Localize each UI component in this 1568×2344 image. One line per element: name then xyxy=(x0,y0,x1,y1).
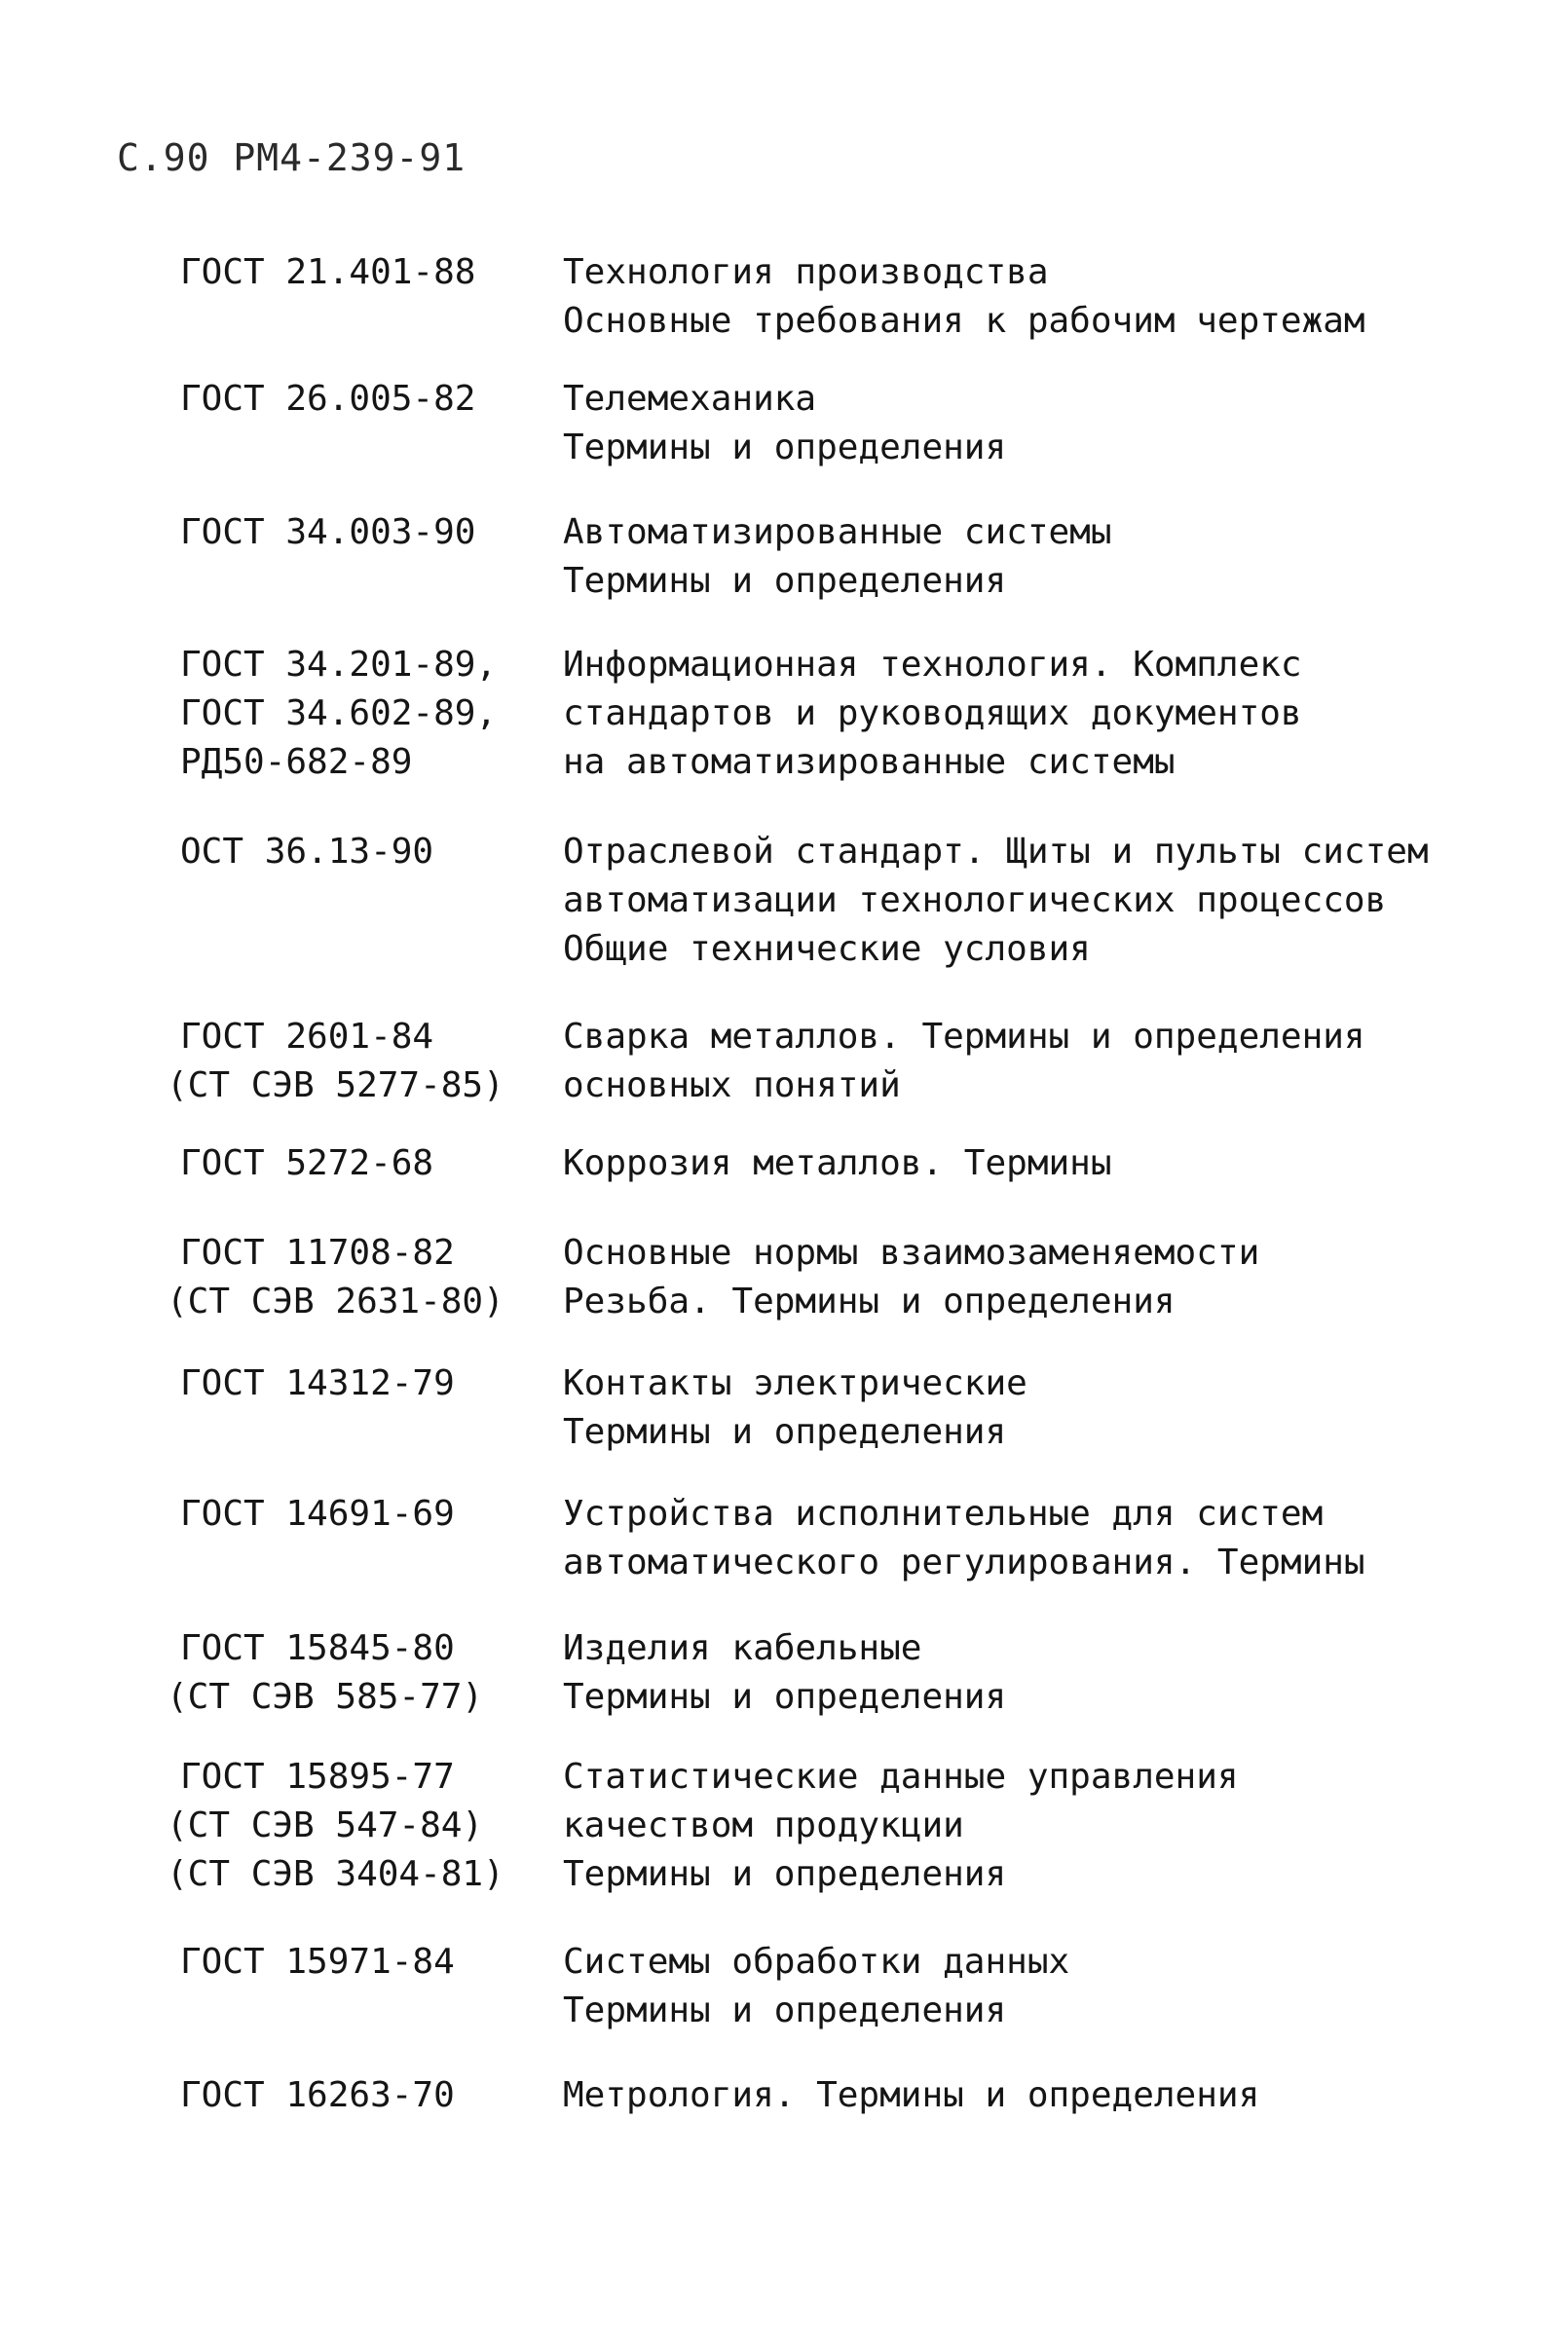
standard-codes xyxy=(180,2071,550,2120)
standard-codes xyxy=(167,1013,550,1110)
standard-title-line: Термины и определения xyxy=(563,1677,1007,1717)
standard-title xyxy=(563,375,1547,472)
standard-code: ГОСТ 15845-80 xyxy=(180,1628,455,1668)
standard-title-line: Резьба. Термины и определения xyxy=(563,1282,1176,1321)
standard-title-line: Устройства исполнительные для систем xyxy=(563,1494,1324,1534)
standard-codes xyxy=(180,248,550,297)
standard-code: ГОСТ 14691-69 xyxy=(180,1494,455,1534)
standard-code: ГОСТ 15895-77 xyxy=(180,1757,455,1797)
standard-title-line: Термины и определения xyxy=(563,1854,1007,1894)
standard-codes xyxy=(180,1490,550,1539)
standard-title-line: Общие технические условия xyxy=(563,929,1091,969)
standard-title-line: Основные нормы взаимозаменяемости xyxy=(563,1233,1260,1273)
standard-code: ГОСТ 26.005-82 xyxy=(180,379,476,419)
standard-codes xyxy=(180,508,550,557)
standard-title xyxy=(563,1938,1547,2035)
standard-code: ГОСТ 5272-68 xyxy=(180,1143,434,1183)
standard-code: ГОСТ 15971-84 xyxy=(180,1942,455,1982)
standard-title xyxy=(563,1490,1547,1587)
standard-code: (СТ СЭВ 5277-85) xyxy=(167,1065,504,1105)
standard-title-line: Телемеханика xyxy=(563,379,817,419)
standard-code: ОСТ 36.13-90 xyxy=(180,832,434,872)
standard-title xyxy=(563,1359,1547,1457)
standard-title-line: Термины и определения xyxy=(563,561,1007,601)
standard-code: ГОСТ 16263-70 xyxy=(180,2075,455,2115)
standard-title xyxy=(563,1139,1547,1188)
standard-code: (СТ СЭВ 547-84) xyxy=(167,1805,484,1845)
standard-code: (СТ СЭВ 2631-80) xyxy=(167,1282,504,1321)
standard-code: ГОСТ 34.201-89, xyxy=(180,645,498,685)
standard-title-line: качеством продукции xyxy=(563,1805,964,1845)
standard-title-line: Основные требования к рабочим чертежам xyxy=(563,301,1365,341)
standard-code: РД50-682-89 xyxy=(180,742,413,782)
standard-title xyxy=(563,508,1547,606)
standard-title xyxy=(563,1624,1547,1722)
standard-title xyxy=(563,1229,1547,1326)
standard-codes xyxy=(180,641,550,787)
standard-title-line: Сварка металлов. Термины и определения xyxy=(563,1017,1365,1057)
standard-title-line: Термины и определения xyxy=(563,1412,1007,1452)
standard-codes xyxy=(180,375,550,424)
page-header: С.90 РМ4-239-91 xyxy=(117,136,467,179)
standard-title-line: Метрология. Термины и определения xyxy=(563,2075,1260,2115)
standard-title-line: автоматизации технологических процессов xyxy=(563,880,1387,920)
standard-title xyxy=(563,641,1547,787)
standard-title-line: Термины и определения xyxy=(563,428,1007,467)
standard-code: (СТ СЭВ 3404-81) xyxy=(167,1854,504,1894)
standard-title-line: Системы обработки данных xyxy=(563,1942,1070,1982)
standard-title xyxy=(563,1013,1547,1110)
standard-codes xyxy=(180,1359,550,1408)
standard-title-line: Контакты электрические xyxy=(563,1363,1027,1403)
standard-codes xyxy=(180,1139,550,1188)
standard-title-line: Коррозия металлов. Термины xyxy=(563,1143,1112,1183)
standard-title-line: Изделия кабельные xyxy=(563,1628,922,1668)
standard-title xyxy=(563,1753,1547,1899)
standard-title-line: Термины и определения xyxy=(563,1991,1007,2030)
standard-code: ГОСТ 11708-82 xyxy=(180,1233,455,1273)
standard-code: ГОСТ 21.401-88 xyxy=(180,252,476,292)
standard-code: (СТ СЭВ 585-77) xyxy=(167,1677,484,1717)
standard-title-line: Технология производства xyxy=(563,252,1049,292)
standard-codes xyxy=(167,1229,550,1326)
standard-title-line: Автоматизированные системы xyxy=(563,512,1112,552)
standard-codes xyxy=(167,1753,550,1899)
standard-title-line: стандартов и руководящих документов xyxy=(563,693,1302,733)
standard-codes xyxy=(167,1624,550,1722)
standard-title-line: автоматического регулирования. Термины xyxy=(563,1543,1365,1582)
standard-title xyxy=(563,248,1547,346)
standard-title-line: основных понятий xyxy=(563,1065,901,1105)
standard-code: ГОСТ 34.602-89, xyxy=(180,693,498,733)
standard-title-line: на автоматизированные системы xyxy=(563,742,1176,782)
standard-code: ГОСТ 34.003-90 xyxy=(180,512,476,552)
standard-title xyxy=(563,828,1547,974)
standard-codes xyxy=(180,828,550,876)
standard-codes xyxy=(180,1938,550,1987)
standard-title xyxy=(563,2071,1547,2120)
standard-code: ГОСТ 14312-79 xyxy=(180,1363,455,1403)
standard-title-line: Информационная технология. Комплекс xyxy=(563,645,1302,685)
standard-code: ГОСТ 2601-84 xyxy=(180,1017,434,1057)
standard-title-line: Статистические данные управления xyxy=(563,1757,1239,1797)
standard-title-line: Отраслевой стандарт. Щиты и пульты систем xyxy=(563,832,1429,872)
